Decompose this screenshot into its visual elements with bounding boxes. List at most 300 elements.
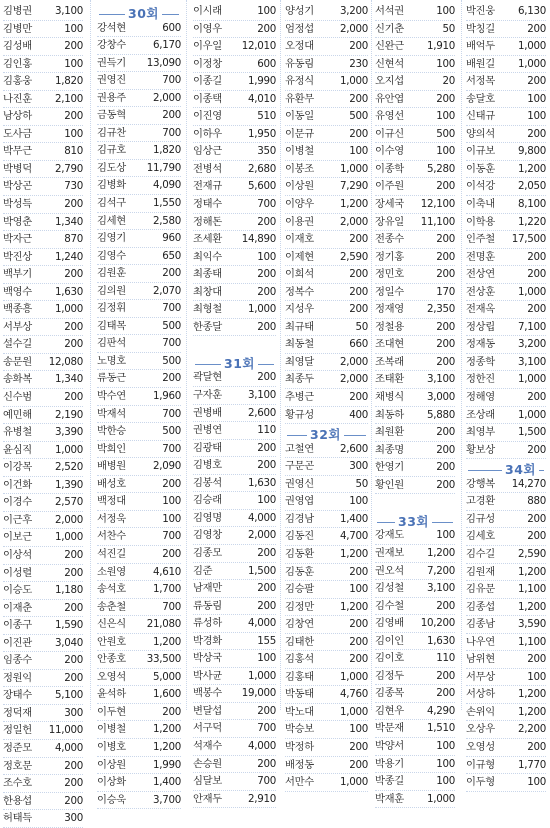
donor-row: [193, 720, 276, 738]
donation-amount: 200: [436, 461, 455, 474]
donation-amount: 5,100: [55, 689, 83, 702]
donor-row: [285, 581, 368, 599]
donor-name: 정한진: [466, 373, 495, 386]
donor-name: 이시래: [193, 5, 222, 17]
donor-row: [97, 335, 181, 353]
donor-row: [193, 492, 276, 510]
donor-name: 이동훈: [466, 162, 495, 175]
donor-row: [3, 793, 83, 811]
donation-amount: 200: [436, 426, 455, 439]
donor-name: 안재두: [193, 792, 222, 805]
donation-amount: 200: [64, 566, 83, 579]
donation-amount: 200: [436, 687, 455, 700]
donation-amount: 200: [436, 599, 455, 612]
donor-name: 이동일: [285, 110, 314, 123]
donation-amount: 1,390: [55, 478, 83, 491]
donor-name: 서무상: [466, 670, 495, 683]
donor-name: 한용섭: [3, 794, 32, 807]
donor-row: [375, 91, 455, 109]
donation-amount: 200: [527, 127, 546, 140]
donor-name: 최종태: [193, 268, 222, 281]
donor-row: [97, 757, 181, 775]
donation-amount: 1,240: [55, 250, 83, 263]
donor-row: [285, 143, 368, 161]
donor-row: [285, 458, 368, 476]
donor-name: 김동환: [285, 547, 314, 560]
donation-amount: 100: [436, 529, 455, 542]
donor-name: 배성호: [97, 477, 126, 490]
donation-amount: 200: [64, 759, 83, 772]
donor-row: [375, 3, 455, 21]
donor-name: 박영춘: [3, 215, 32, 228]
donor-row: [193, 56, 276, 74]
donation-amount: 50: [355, 477, 368, 490]
donor-name: 신완근: [375, 40, 404, 53]
donation-amount: 100: [527, 776, 546, 789]
donor-row: [193, 475, 276, 493]
donation-amount: 200: [64, 268, 83, 281]
donor-row: [193, 143, 276, 161]
donor-name: 박수연: [97, 390, 126, 403]
donor-name: 서찬수: [97, 530, 126, 543]
donation-amount: 100: [436, 57, 455, 70]
donor-name: 정기홍: [375, 250, 404, 263]
donation-amount: 200: [527, 75, 546, 88]
donation-amount: 1,200: [340, 547, 368, 560]
donor-row: [285, 704, 368, 722]
donor-row: [466, 651, 546, 669]
donor-row: [375, 685, 455, 703]
donation-amount: 110: [257, 424, 276, 437]
donor-name: 김석구: [97, 197, 126, 210]
donation-amount: 500: [162, 425, 181, 438]
donor-row: [97, 581, 181, 599]
donation-amount: 3,100: [518, 355, 546, 368]
donation-amount: 1,200: [340, 600, 368, 613]
donor-name: 박병덕: [3, 162, 32, 175]
donor-row: [466, 757, 546, 775]
donation-amount: 700: [162, 442, 181, 455]
donor-row: [3, 143, 83, 161]
donation-amount: 1,180: [55, 584, 83, 597]
donor-name: 조복래: [375, 355, 404, 368]
column-5: [375, 3, 455, 808]
donor-name: 김의원: [97, 284, 126, 297]
donor-row: [285, 266, 368, 284]
donor-row: [285, 739, 368, 757]
donor-row: [285, 354, 368, 372]
donor-name: 유영선: [375, 110, 404, 123]
donation-amount: 200: [349, 40, 368, 53]
donor-row: [3, 389, 83, 407]
donor-row: [375, 249, 455, 267]
donor-row: [466, 301, 546, 319]
donor-row: [375, 319, 455, 337]
donor-row: [466, 161, 546, 179]
donor-row: [3, 108, 83, 126]
donor-row: [193, 756, 276, 774]
donor-name: 설수길: [3, 338, 32, 351]
donation-amount: 200: [257, 215, 276, 228]
donor-row: [466, 319, 546, 337]
donor-name: 강창수: [97, 39, 126, 52]
donor-row: [97, 195, 181, 213]
donor-row: [97, 213, 181, 231]
donor-name: 박자근: [3, 233, 32, 246]
donor-row: [285, 389, 368, 407]
donation-amount: 700: [162, 74, 181, 87]
donor-name: 전재옥: [466, 303, 495, 316]
donor-name: 송문원: [3, 355, 32, 368]
donation-amount: 100: [527, 92, 546, 105]
donation-amount: 810: [64, 145, 83, 158]
donor-name: 이문규: [285, 127, 314, 140]
donation-amount: 870: [64, 233, 83, 246]
donor-row: [466, 266, 546, 284]
donation-amount: 200: [436, 478, 455, 491]
donor-name: 곽달현: [193, 371, 222, 384]
donation-amount: 200: [64, 40, 83, 53]
donor-name: 정원익: [3, 671, 32, 684]
donation-amount: 1,590: [55, 619, 83, 632]
donation-amount: 200: [257, 459, 276, 472]
donor-row: [375, 442, 455, 460]
column-3: [193, 3, 276, 808]
donor-row: [285, 214, 368, 232]
donation-amount: 100: [257, 5, 276, 17]
donor-name: 박진상: [3, 250, 32, 263]
donation-amount: 2,000: [340, 215, 368, 228]
donation-amount: 1,500: [518, 426, 546, 439]
donor-name: 김태한: [285, 635, 314, 648]
donation-amount: 700: [257, 722, 276, 735]
donor-row: [3, 775, 83, 793]
donor-row: [3, 459, 83, 477]
donor-row: [466, 774, 546, 792]
donation-amount: 2,000: [340, 355, 368, 368]
donor-row: [466, 21, 546, 39]
donor-name: 이정창: [193, 57, 222, 70]
donor-row: [466, 178, 546, 196]
donation-amount: 2,590: [518, 547, 546, 560]
donor-name: 서상하: [466, 688, 495, 701]
donor-row: [3, 126, 83, 144]
donor-row: [3, 758, 83, 776]
donor-name: 서석권: [375, 5, 404, 17]
donation-amount: 700: [162, 600, 181, 613]
donor-row: [285, 528, 368, 546]
donation-amount: 600: [162, 21, 181, 34]
donation-amount: 700: [162, 126, 181, 139]
donor-row: [97, 125, 181, 143]
donor-row: [375, 738, 455, 756]
class-header-label: 31회: [221, 354, 258, 372]
donor-name: 권병연: [193, 424, 222, 437]
donor-row: [3, 284, 83, 302]
donor-row: [375, 108, 455, 126]
donor-name: 오지섭: [375, 75, 404, 88]
donor-name: 이상석: [3, 548, 32, 561]
donor-row: [466, 686, 546, 704]
donation-amount: 2,570: [55, 496, 83, 509]
column-separator: [280, 0, 281, 710]
donation-amount: 100: [64, 22, 83, 35]
donation-amount: 200: [162, 267, 181, 280]
donor-name: 신수범: [3, 391, 32, 404]
donor-name: 박양서: [375, 739, 404, 752]
donor-name: 김승래: [193, 494, 222, 507]
donation-amount: 5,880: [427, 408, 455, 421]
donation-amount: 600: [257, 57, 276, 70]
donation-amount: 200: [257, 757, 276, 770]
donor-row: [97, 686, 181, 704]
donor-name: 장태수: [3, 689, 32, 702]
donor-row: [375, 284, 455, 302]
donation-amount: 200: [527, 740, 546, 753]
donor-name: 권영진: [97, 74, 126, 87]
donation-amount: 3,040: [55, 636, 83, 649]
donation-amount: 1,000: [427, 792, 455, 805]
donation-amount: 10,200: [420, 617, 455, 630]
donor-name: 조대현: [375, 338, 404, 351]
donor-name: 김홍웅: [3, 75, 32, 88]
donation-amount: 3,590: [518, 618, 546, 631]
donor-row: [466, 669, 546, 687]
donation-amount: 100: [436, 757, 455, 770]
donation-amount: 200: [349, 285, 368, 298]
donor-name: 박문재: [375, 722, 404, 735]
donation-amount: 1,910: [427, 40, 455, 53]
donor-row: [97, 300, 181, 318]
donor-row: [375, 266, 455, 284]
donor-name: 변달섭: [193, 704, 222, 717]
donor-name: 신은식: [97, 618, 126, 631]
donation-amount: 5,000: [153, 670, 181, 683]
donor-name: 금동혁: [97, 109, 126, 122]
donor-row: [375, 21, 455, 39]
donor-row: [375, 615, 455, 633]
donor-row: [3, 38, 83, 56]
donor-name: 손위익: [466, 705, 495, 718]
donor-row: [466, 476, 546, 494]
donor-row: [466, 616, 546, 634]
donor-row: [97, 107, 181, 125]
donation-amount: 960: [162, 232, 181, 245]
donor-row: [466, 704, 546, 722]
donor-row: [97, 370, 181, 388]
donor-row: [193, 73, 276, 91]
donor-name: 박진웅: [466, 5, 495, 17]
donation-amount: 2,000: [248, 529, 276, 542]
donor-row: [375, 196, 455, 214]
donation-amount: 100: [436, 110, 455, 123]
donor-name: 김규호: [97, 144, 126, 157]
donation-amount: 1,000: [518, 408, 546, 421]
donation-amount: 1,000: [340, 776, 368, 789]
class-header: [193, 353, 276, 370]
donation-amount: 3,100: [55, 5, 83, 17]
donor-name: 송춘철: [97, 600, 126, 613]
donor-name: 이경수: [3, 496, 32, 509]
donor-name: 이상원: [285, 180, 314, 193]
spacer: [375, 494, 455, 511]
class-header-label: 34회: [502, 460, 539, 478]
donor-name: 최형철: [193, 303, 222, 316]
donor-name: 정상립: [466, 320, 495, 333]
donor-row: [375, 563, 455, 581]
donation-amount: 200: [527, 512, 546, 525]
donor-name: 김이호: [375, 652, 404, 665]
donation-amount: 3,200: [340, 5, 368, 17]
donation-amount: 660: [349, 338, 368, 351]
donation-amount: 300: [64, 706, 83, 719]
donor-row: [97, 669, 181, 687]
donor-row: [3, 21, 83, 39]
donor-name: 류동림: [193, 599, 222, 612]
donor-name: 강석현: [97, 21, 126, 34]
donation-amount: 100: [64, 57, 83, 70]
donation-amount: 200: [64, 794, 83, 807]
donor-name: 이종택: [193, 92, 222, 105]
donor-name: 허태득: [3, 812, 32, 825]
donor-row: [466, 73, 546, 91]
donor-name: 박정하: [285, 740, 314, 753]
donor-row: [97, 774, 181, 792]
donor-name: 이봉조: [285, 162, 314, 175]
donor-row: [375, 598, 455, 616]
donation-amount: 1,200: [518, 705, 546, 718]
donor-row: [375, 424, 455, 442]
donor-name: 소원영: [97, 565, 126, 578]
donation-amount: 1,340: [55, 215, 83, 228]
donation-amount: 100: [64, 127, 83, 140]
donation-amount: 200: [257, 546, 276, 559]
donation-amount: 3,100: [248, 389, 276, 402]
donor-name: 추병근: [285, 391, 314, 404]
donor-name: 김세호: [466, 530, 495, 543]
donor-row: [466, 38, 546, 56]
donor-row: [97, 634, 181, 652]
donor-name: 오영성: [466, 740, 495, 753]
donor-row: [193, 126, 276, 144]
donation-amount: 1,600: [153, 688, 181, 701]
donation-amount: 200: [349, 303, 368, 316]
donation-amount: 1,630: [427, 634, 455, 647]
donor-name: 백부기: [3, 268, 32, 281]
donor-row: [3, 740, 83, 758]
donor-name: 이근후: [3, 513, 32, 526]
donor-row: [375, 791, 455, 809]
donation-amount: 1,200: [340, 198, 368, 211]
donor-name: 최원환: [375, 426, 404, 439]
donor-row: [285, 301, 368, 319]
donor-row: [193, 231, 276, 249]
donor-row: [375, 407, 455, 425]
donation-amount: 1,820: [55, 75, 83, 88]
donor-name: 권영신: [285, 477, 314, 490]
donor-name: 최동철: [285, 338, 314, 351]
donor-row: [97, 423, 181, 441]
donor-name: 권용주: [97, 91, 126, 104]
donor-row: [466, 407, 546, 425]
donation-amount: 11,100: [420, 215, 455, 228]
donor-row: [3, 249, 83, 267]
donation-amount: 5,600: [248, 180, 276, 193]
donor-row: [285, 38, 368, 56]
donor-name: 이수영: [375, 145, 404, 158]
donor-row: [285, 73, 368, 91]
donor-row: [285, 249, 368, 267]
donor-name: 예민해: [3, 408, 32, 421]
donor-row: [285, 3, 368, 21]
donation-amount: 200: [436, 180, 455, 193]
donor-name: 배억두: [466, 40, 495, 53]
donor-name: 구문곤: [285, 460, 314, 473]
donation-amount: 200: [527, 22, 546, 35]
donor-row: [466, 336, 546, 354]
column-2: [97, 3, 181, 809]
donor-row: [3, 424, 83, 442]
donation-amount: 1,000: [340, 162, 368, 175]
donor-name: 김정두: [375, 669, 404, 682]
donor-row: [193, 633, 276, 651]
donor-row: [3, 354, 83, 372]
donor-name: 김병화: [97, 179, 126, 192]
donor-name: 박칭길: [466, 22, 495, 35]
donation-amount: 1,700: [153, 583, 181, 596]
donor-row: [97, 739, 181, 757]
donor-row: [3, 336, 83, 354]
donor-name: 이재호: [285, 233, 314, 246]
donation-amount: 4,000: [248, 739, 276, 752]
donation-amount: 100: [349, 145, 368, 158]
donor-row: [97, 37, 181, 55]
donor-name: 최창대: [193, 285, 222, 298]
donor-row: [466, 196, 546, 214]
donor-name: 배정동: [285, 758, 314, 771]
donation-amount: 7,290: [340, 180, 368, 193]
donor-name: 박재훈: [375, 792, 404, 805]
donor-name: 김원훈: [97, 267, 126, 280]
donor-name: 박승보: [285, 723, 314, 736]
donor-name: 이하우: [193, 127, 222, 140]
donor-row: [97, 704, 181, 722]
donor-name: 한종달: [193, 320, 222, 333]
column-1: [3, 3, 83, 828]
donation-amount: 500: [436, 127, 455, 140]
donor-row: [285, 336, 368, 354]
donation-amount: 1,220: [518, 215, 546, 228]
donation-amount: 1,340: [55, 373, 83, 386]
donation-amount: 500: [349, 110, 368, 123]
donation-amount: 200: [349, 268, 368, 281]
donor-row: [285, 511, 368, 529]
donor-row: [97, 353, 181, 371]
donor-row: [466, 56, 546, 74]
donor-row: [285, 757, 368, 775]
donor-row: [97, 493, 181, 511]
donor-row: [285, 441, 368, 459]
donor-row: [97, 230, 181, 248]
donor-name: 김원재: [466, 565, 495, 578]
donation-amount: 100: [527, 110, 546, 123]
donor-name: 김이인: [375, 634, 404, 647]
donor-name: 김영명: [193, 511, 222, 524]
donation-amount: 200: [64, 654, 83, 667]
donor-name: 김동진: [285, 530, 314, 543]
donation-amount: 2,000: [153, 91, 181, 104]
donation-amount: 200: [527, 303, 546, 316]
